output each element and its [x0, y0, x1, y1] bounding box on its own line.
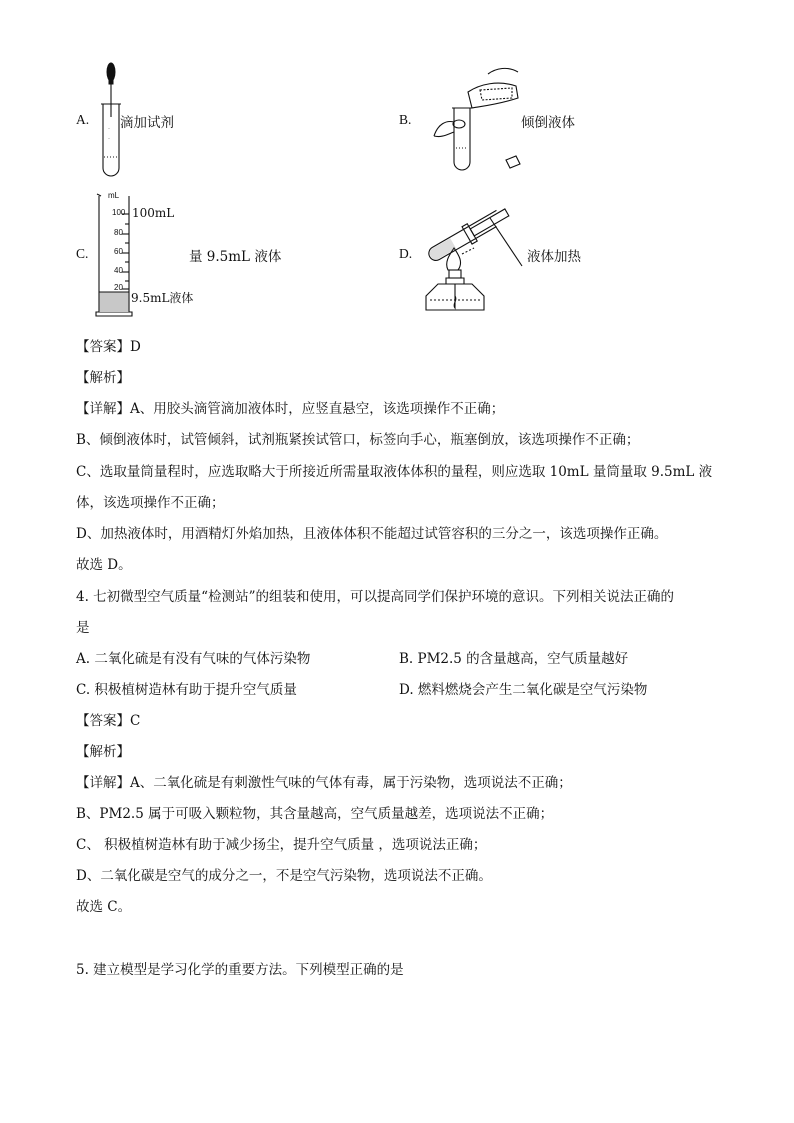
q3-analysis-heading: 【解析】 — [76, 370, 130, 386]
cylinder-tick-60: 60 — [114, 247, 123, 256]
q4-stem-line2: 是 — [76, 620, 90, 636]
option-b-label: 倾倒液体 — [521, 115, 575, 131]
pouring-liquid-figure — [428, 64, 524, 176]
q3-detail-c: C、选取量筒量程时，应选取略大于所接近所需量取液体体积的量程，则应选取 10mL 量筒量取 9.5mL 液 — [76, 464, 713, 480]
q3-conclusion: 故选 D。 — [76, 557, 132, 573]
option-d-label: 液体加热 — [527, 249, 581, 265]
answer-value: C — [130, 713, 141, 729]
q3-detail-b: B、倾倒液体时，试管倾斜，试剂瓶紧挨试管口，标签向手心，瓶塞倒放，该选项操作不正确； — [76, 432, 640, 448]
q4-option-d: D. 燃料燃烧会产生二氧化碳是空气污染物 — [399, 682, 648, 698]
q4-answer-line — [76, 709, 140, 729]
option-c-label: 量 9.5mL 液体 — [189, 249, 282, 265]
answer-tag: 【答案】 — [76, 339, 130, 355]
option-c-letter: C. — [76, 246, 89, 261]
q4-detail-c: C、 积极植树造林有助于减少扬尘，提升空气质量 ，选项说法正确； — [76, 837, 487, 853]
q3-detail-c-cont: 体，该选项操作不正确； — [76, 495, 225, 511]
q3-answer-line — [76, 335, 141, 355]
q4-option-b: B. PM2.5 的含量越高，空气质量越好 — [399, 651, 629, 667]
q5-stem: 5. 建立模型是学习化学的重要方法。下列模型正确的是 — [76, 962, 404, 978]
q4-option-a: A. 二氧化硫是有没有气味的气体污染物 — [76, 651, 311, 667]
q4-conclusion: 故选 C。 — [76, 899, 132, 915]
cylinder-tick-100: 100 — [112, 208, 126, 217]
q4-detail-a: 【详解】A、二氧化硫是有刺激性气味的气体有毒，属于污染物，选项说法不正确； — [76, 775, 572, 791]
option-b-letter: B. — [399, 112, 412, 127]
q4-stem-line1: 4. 七初微型空气质量“检测站”的组装和使用，可以提高同学们保护环境的意识。下列相关说法正确的 — [76, 589, 674, 605]
cylinder-tick-80: 80 — [114, 228, 123, 237]
svg-text:·: · — [108, 136, 110, 142]
svg-text:·: · — [108, 126, 110, 132]
answer-value: D — [130, 339, 141, 355]
answer-tag: 【答案】 — [76, 713, 130, 729]
q3-detail-d: D、加热液体时，用酒精灯外焰加热，且液体体积不能超过试管容积的三分之一，该选项操作正确。 — [76, 526, 668, 542]
q4-detail-b: B、PM2.5 属于可吸入颗粒物，其含量越高，空气质量越差，选项说法不正确； — [76, 806, 554, 822]
cylinder-tick-20: 20 — [114, 283, 123, 292]
cylinder-tick-40: 40 — [114, 266, 123, 275]
q4-detail-d: D、二氧化碳是空气的成分之一，不是空气污染物，选项说法不正确。 — [76, 868, 492, 884]
q4-analysis-heading: 【解析】 — [76, 744, 130, 760]
heating-liquid-figure — [418, 196, 526, 318]
option-a-label: 滴加试剂 — [120, 115, 174, 131]
cylinder-100ml-label: 100mL — [132, 206, 175, 220]
cylinder-unit: mL — [108, 191, 120, 200]
q4-option-c: C. 积极植树造林有助于提升空气质量 — [76, 682, 297, 698]
option-d-letter: D. — [399, 246, 413, 261]
option-a-letter: A. — [76, 112, 90, 127]
q3-detail-a: 【详解】A、用胶头滴管滴加液体时，应竖直悬空，该选项操作不正确； — [76, 401, 505, 417]
cylinder-9-5ml-label: 9.5mL液体 — [131, 291, 194, 305]
